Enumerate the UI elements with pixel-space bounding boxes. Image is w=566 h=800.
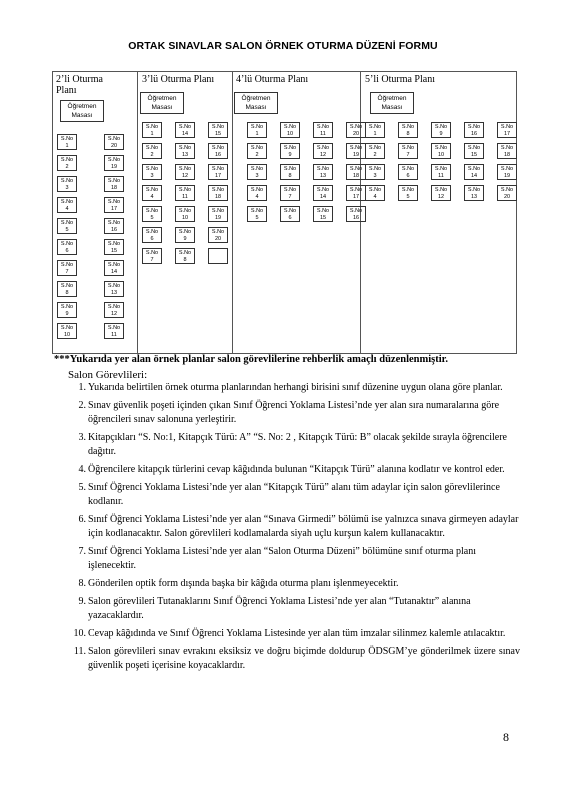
seat-number: 17 [110,206,118,212]
seat-two-col2-3 [104,197,124,213]
seat-five-col5-1 [497,143,517,159]
seat-label: S.No [316,208,330,214]
seat-number: 7 [288,194,292,200]
seat-number: 12 [319,152,327,158]
seat-four-col1-1 [247,143,267,159]
seat-number: 15 [214,131,222,137]
plan-5-title: 5’li Oturma Planı [365,74,435,85]
seat-label: S.No [500,145,514,151]
seat-four-col3-3 [313,185,333,201]
seat-three-col3-1 [208,143,228,159]
seat-label: S.No [283,208,297,214]
seat-number: 3 [65,185,69,191]
seat-number: 5 [65,227,69,233]
seat-four-col2-0 [280,122,300,138]
seat-number: 19 [503,173,511,179]
seat-five-col2-2 [398,164,418,180]
seat-two-col1-0 [57,134,77,150]
seat-three-col1-2 [142,164,162,180]
duty-item [68,545,520,573]
seat-number: 7 [406,152,410,158]
seat-five-col1-1 [365,143,385,159]
seat-number: 15 [110,248,118,254]
seat-five-col3-3 [431,185,451,201]
seat-two-col2-5 [104,239,124,255]
duty-item [68,513,520,541]
seat-number: 5 [255,215,259,221]
seat-four-col3-1 [313,143,333,159]
seat-five-col1-2 [365,164,385,180]
duty-text: Cevap kâğıdında ve Sınıf Öğrenci Yoklama Listesinde yer alan tüm imzalar silinmez kalemle atılacaktır. [88,628,506,639]
seat-label: S.No [178,250,192,256]
seat-three-col1-4 [142,206,162,222]
seat-three-col2-6 [175,248,195,264]
seat-two-col1-4 [57,218,77,234]
duty-text: Salon görevlileri sınav evrakını eksiksiz ve doğru biçimde doldurup ÖDSGM’ye gönderilmek üzere sınav güvenlik poşeti içerisine koyacaklardır. [88,646,520,671]
seat-three-col2-0 [175,122,195,138]
guidance-note [54,354,524,365]
seat-label: S.No [368,166,382,172]
seat-two-col2-6 [104,260,124,276]
seat-number: 4 [150,194,154,200]
seat-three-col2-5 [175,227,195,243]
duty-text: Kitapçıkları “S. No:1, Kitapçık Türü: A” “S. No: 2 , Kitapçık Türü: B” olacak şekilde sırayla öğrencilere dağıtır. [88,432,507,457]
seat-label: S.No [250,166,264,172]
seat-number: 12 [110,311,118,317]
seat-number: 15 [470,152,478,158]
seat-number: 7 [150,257,154,263]
seat-number: 12 [437,194,445,200]
duty-text: Salon görevlileri Tutanaklarını Sınıf Öğrenci Yoklama Listesi’nde yer alan “Tutanaktır” alanına yazacaklardır. [88,596,471,621]
seat-two-col2-7 [104,281,124,297]
duty-item [68,481,520,509]
seat-label: S.No [500,166,514,172]
seat-number: 11 [438,173,444,179]
seat-label: S.No [401,166,415,172]
seat-label: S.No [434,124,448,130]
seat-label: S.No [401,187,415,193]
seat-label: S.No [60,325,74,331]
duty-item [68,627,520,641]
seat-number: 10 [63,332,71,338]
duty-number: 2. [78,400,86,411]
seat-five-col5-3 [497,185,517,201]
seat-three-col2-4 [175,206,195,222]
seat-label: S.No [349,187,363,193]
seat-label: S.No [500,187,514,193]
seat-label: S.No [283,187,297,193]
page-number: 8 [503,730,509,744]
seat-number: 16 [470,131,478,137]
seat-three-col3-4 [208,206,228,222]
duty-number: 8. [78,578,86,589]
seat-five-col2-3 [398,185,418,201]
duties-list [68,381,520,677]
seat-two-col2-9 [104,323,124,339]
seat-number: 14 [470,173,478,179]
seat-number: 2 [255,152,259,158]
seat-five-col4-3 [464,185,484,201]
duty-item [68,463,520,477]
seat-number: 2 [373,152,377,158]
duty-number: 6. [78,514,86,525]
seat-label: S.No [107,220,121,226]
seat-label: S.No [107,241,121,247]
seat-number: 6 [406,173,410,179]
duty-number: 10. [73,628,86,639]
seat-number: 20 [214,236,222,242]
duty-number: 7. [78,546,86,557]
seat-three-col2-3 [175,185,195,201]
seat-two-col1-1 [57,155,77,171]
seat-label: S.No [434,166,448,172]
seat-four-col2-3 [280,185,300,201]
seat-label: S.No [250,124,264,130]
seat-number: 6 [65,248,69,254]
seat-number: 14 [319,194,327,200]
seat-number: 11 [182,194,188,200]
seat-number: 20 [110,143,118,149]
duty-number: 5. [78,482,86,493]
plan-3-title: 3’lü Oturma Planı [142,74,215,85]
seat-label: S.No [349,124,363,130]
seat-label: S.No [467,124,481,130]
seat-five-col4-2 [464,164,484,180]
seat-four-col1-0 [247,122,267,138]
seat-number: 13 [470,194,478,200]
seat-five-col3-1 [431,143,451,159]
teacher-desk: Öğretmen Masası [234,92,278,114]
duty-number: 3. [78,432,86,443]
teacher-desk: Öğretmen Masası [140,92,184,114]
seat-label: S.No [60,178,74,184]
seat-label: S.No [349,166,363,172]
seat-number: 4 [255,194,259,200]
form-title: ORTAK SINAVLAR SALON ÖRNEK OTURMA DÜZENİ FORMU [128,40,438,52]
seat-two-col2-8 [104,302,124,318]
seat-label: S.No [368,187,382,193]
seat-number: 8 [65,290,69,296]
seat-number: 14 [181,131,189,137]
seat-four-col3-2 [313,164,333,180]
duty-number: 1. [78,382,86,393]
seat-label: S.No [401,145,415,151]
seat-label: S.No [178,124,192,130]
seat-four-col1-3 [247,185,267,201]
seat-label: S.No [211,166,225,172]
seat-label: S.No [145,145,159,151]
seat-number: 7 [65,269,69,275]
seat-label: S.No [434,145,448,151]
seat-four-col1-2 [247,164,267,180]
seat-label: S.No [434,187,448,193]
seat-label: S.No [283,166,297,172]
seat-label: S.No [211,124,225,130]
seat-five-col3-2 [431,164,451,180]
seat-label: S.No [401,124,415,130]
seat-four-col4-0 [346,122,366,138]
seat-number: 17 [352,194,360,200]
seat-number: 8 [288,173,292,179]
seat-label: S.No [349,208,363,214]
seat-two-col1-5 [57,239,77,255]
seat-number: 13 [319,173,327,179]
seat-number: 13 [110,290,118,296]
seat-five-col1-0 [365,122,385,138]
seat-four-col2-4 [280,206,300,222]
teacher-desk: Öğretmen Masası [60,100,104,122]
divider [137,72,138,353]
seat-five-col4-1 [464,143,484,159]
seat-five-col2-0 [398,122,418,138]
seat-number: 13 [181,152,189,158]
duty-item [68,645,520,673]
seat-number: 11 [111,332,117,338]
seat-five-col5-0 [497,122,517,138]
seat-two-col1-6 [57,260,77,276]
seat-label: S.No [145,124,159,130]
seat-number: 16 [110,227,118,233]
seat-two-col1-3 [57,197,77,213]
seat-number: 9 [288,152,292,158]
note-text: Yukarıda yer alan örnek planlar salon görevlilerine rehberlik amaçlı düzenlenmiştir. [69,354,448,365]
plan-2-title: 2’li Oturma Planı [56,74,103,96]
duty-text: Öğrencilere kitapçık türlerini cevap kâğıdında bulunan “Kitapçık Türü” alanına kodlatır ve kontrol eder. [88,464,505,475]
seat-label: S.No [178,187,192,193]
seat-label: S.No [107,262,121,268]
seat-label: S.No [316,166,330,172]
seat-label: S.No [250,145,264,151]
seat-number: 10 [286,131,294,137]
seat-two-col1-8 [57,302,77,318]
duty-item [68,431,520,459]
seat-label: S.No [60,283,74,289]
seat-number: 8 [406,131,410,137]
note-asterisks: *** [54,354,70,365]
seat-label: S.No [107,283,121,289]
seat-label: S.No [145,208,159,214]
seat-label: S.No [145,229,159,235]
seat-number: 8 [183,257,187,263]
seat-label: S.No [107,304,121,310]
seat-label: S.No [250,208,264,214]
seat-label: S.No [60,262,74,268]
seat-label: S.No [60,157,74,163]
seat-number: 1 [150,131,154,137]
seat-number: 19 [352,152,360,158]
plan-4-title: 4’lü Oturma Planı [236,74,309,85]
seat-four-col4-1 [346,143,366,159]
seat-two-col2-0 [104,134,124,150]
seat-label: S.No [349,145,363,151]
seat-number: 10 [181,215,189,221]
seat-five-col5-2 [497,164,517,180]
seat-number: 2 [150,152,154,158]
duty-text: Sınav güvenlik poşeti içinden çıkan Sınıf Öğrenci Yoklama Listesi’nde yer alan sıra numaralarına göre öğrencileri sınav salonuna yerleştirir. [88,400,500,425]
duty-text: Sınıf Öğrenci Yoklama Listesi’nde yer alan “Sınava Girmedi” bölümü ise yalnızca sınava girmeyen adaylar için kodlanacaktır. Salon görevlileri kodlamalarda siyah uçlu kurşun kalem kullanacaktır. [88,514,519,539]
seat-number: 16 [352,215,360,221]
seat-number: 12 [181,173,189,179]
seat-number: 6 [150,236,154,242]
seat-label: S.No [178,145,192,151]
seat-number: 17 [503,131,511,137]
seat-label: S.No [60,136,74,142]
seat-two-col2-2 [104,176,124,192]
seat-three-col2-1 [175,143,195,159]
seat-number: 1 [65,143,69,149]
seat-label: S.No [60,220,74,226]
seat-label: S.No [60,304,74,310]
seat-number: 3 [255,173,259,179]
seat-label: S.No [107,199,121,205]
seat-two-col2-4 [104,218,124,234]
seat-label: S.No [500,124,514,130]
seat-label: S.No [145,166,159,172]
seating-plans-box [52,71,517,354]
seat-four-col3-4 [313,206,333,222]
seat-label: S.No [467,187,481,193]
seat-two-col1-7 [57,281,77,297]
seat-label: S.No [250,187,264,193]
seat-label: S.No [178,166,192,172]
seat-three-col1-1 [142,143,162,159]
duty-item [68,381,520,395]
seat-label: S.No [60,199,74,205]
seat-three-col3-0 [208,122,228,138]
seat-number: 1 [255,131,259,137]
seat-number: 6 [288,215,292,221]
seat-number: 2 [65,164,69,170]
seat-number: 9 [183,236,187,242]
seat-five-col1-3 [365,185,385,201]
duty-number: 11. [73,646,86,657]
seat-number: 11 [320,131,326,137]
seat-three-col1-6 [142,248,162,264]
seat-three-col1-0 [142,122,162,138]
seat-label: S.No [316,124,330,130]
seat-four-col4-4 [346,206,366,222]
seat-four-col2-2 [280,164,300,180]
seat-four-col1-4 [247,206,267,222]
seat-label: S.No [368,145,382,151]
duties-heading: Salon Görevlileri: [68,369,148,381]
seat-four-col3-0 [313,122,333,138]
seat-number: 5 [406,194,410,200]
seat-three-col3-2 [208,164,228,180]
seat-number: 16 [214,152,222,158]
seat-two-col2-1 [104,155,124,171]
seat-two-col1-2 [57,176,77,192]
seat-four-col4-2 [346,164,366,180]
seat-label: S.No [211,229,225,235]
seat-number: 9 [65,311,69,317]
seat-number: 19 [110,164,118,170]
seat-label: S.No [107,157,121,163]
seat-label: S.No [60,241,74,247]
seat-two-col1-9 [57,323,77,339]
seat-label: S.No [107,325,121,331]
seat-label: S.No [283,124,297,130]
seat-three-col3-3 [208,185,228,201]
seat-number: 1 [373,131,377,137]
seat-number: 20 [352,131,360,137]
seat-label: S.No [467,166,481,172]
seat-number: 19 [214,215,222,221]
duty-text: Gönderilen optik form dışında başka bir kâğıda oturma planı işlenmeyecektir. [88,578,399,589]
duty-item [68,577,520,591]
seat-number: 9 [439,131,443,137]
seat-three-col3-6 [208,248,228,264]
seat-number: 18 [352,173,360,179]
seat-number: 10 [437,152,445,158]
duty-text: Sınıf Öğrenci Yoklama Listesi’nde yer alan “Salon Oturma Düzeni” bölümüne sınıf oturma planı işlenecektir. [88,546,476,571]
seat-three-col3-5 [208,227,228,243]
seat-four-col2-1 [280,143,300,159]
seat-three-col1-5 [142,227,162,243]
seat-number: 4 [65,206,69,212]
duty-item [68,399,520,427]
seat-number: 18 [110,185,118,191]
seat-number: 3 [150,173,154,179]
duty-number: 4. [78,464,86,475]
seat-label: S.No [211,187,225,193]
duty-text: Sınıf Öğrenci Yoklama Listesi’nde yer alan “Kitapçık Türü” alanı tüm adaylar için salon görevlilerince kodlanır. [88,482,500,507]
seat-label: S.No [211,208,225,214]
seat-label: S.No [316,187,330,193]
seat-label: S.No [145,250,159,256]
seat-label: S.No [178,229,192,235]
duty-number: 9. [78,596,86,607]
seat-number: 15 [319,215,327,221]
seat-five-col3-0 [431,122,451,138]
seat-label: S.No [467,145,481,151]
seat-five-col2-1 [398,143,418,159]
seat-number: 4 [373,194,377,200]
seat-number: 14 [110,269,118,275]
seat-label: S.No [211,145,225,151]
seat-five-col4-0 [464,122,484,138]
seat-label: S.No [107,178,121,184]
seat-number: 17 [214,173,222,179]
seat-number: 20 [503,194,511,200]
seat-number: 3 [373,173,377,179]
seat-four-col4-3 [346,185,366,201]
seat-label: S.No [145,187,159,193]
seat-label: S.No [178,208,192,214]
seat-number: 18 [503,152,511,158]
seat-three-col2-2 [175,164,195,180]
seat-label: S.No [107,136,121,142]
seat-label: S.No [283,145,297,151]
divider [232,72,233,353]
duty-text: Yukarıda belirtilen örnek oturma planlarından herhangi birisini sınıf düzenine uygun olana göre planlar. [88,382,503,393]
seat-number: 5 [150,215,154,221]
teacher-desk: Öğretmen Masası [370,92,414,114]
seat-label: S.No [368,124,382,130]
seat-label: S.No [316,145,330,151]
duty-item [68,595,520,623]
seat-three-col1-3 [142,185,162,201]
seat-number: 18 [214,194,222,200]
